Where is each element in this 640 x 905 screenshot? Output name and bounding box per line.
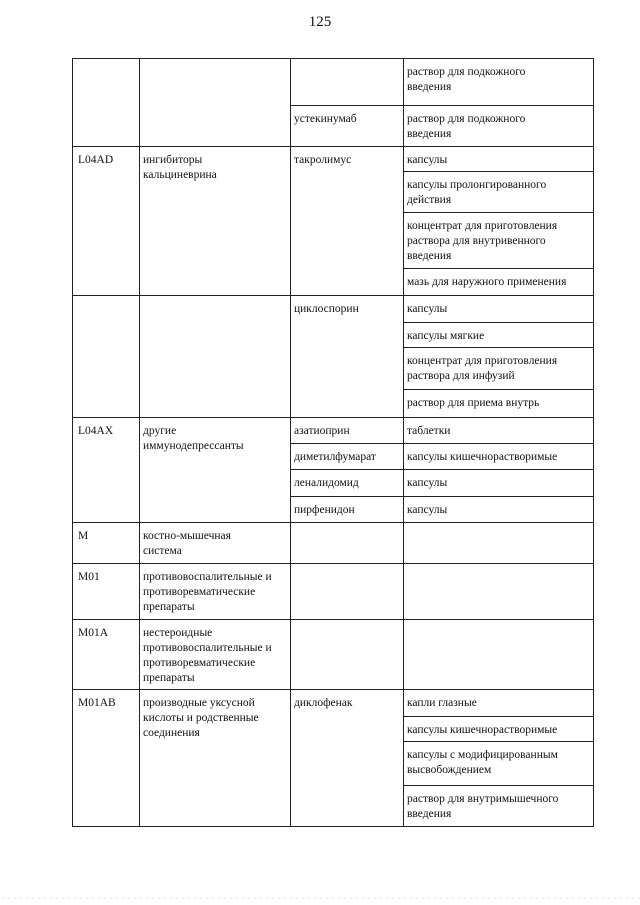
column-divider	[139, 58, 140, 827]
row-divider	[290, 105, 594, 106]
dosage-form: капсулы с модифицированным высвобождением	[407, 749, 558, 776]
drug-name: диклофенак	[294, 697, 353, 709]
row-divider	[403, 389, 594, 390]
dosage-form: концентрат для приготовления раствора для внутривенного введения	[407, 220, 558, 262]
row-divider	[403, 212, 594, 213]
dosage-form: раствор для подкожного введения	[407, 66, 526, 93]
dosage-form: раствор для внутримышечного введения	[407, 793, 559, 820]
drug-name: леналидомид	[294, 477, 359, 489]
row-divider	[72, 146, 594, 147]
row-divider	[72, 619, 594, 620]
drug-name: циклоспорин	[294, 303, 359, 315]
dosage-form: капли глазные	[407, 697, 477, 709]
atc-code: M	[78, 530, 89, 542]
row-divider	[72, 689, 594, 690]
row-divider	[403, 171, 594, 172]
anatomical-group: ингибиторы кальциневрина	[143, 154, 217, 181]
row-divider	[72, 417, 594, 418]
dosage-form: капсулы	[407, 504, 448, 516]
row-divider	[403, 268, 594, 269]
drug-name: диметилфумарат	[294, 451, 376, 463]
scan-edge-dots	[0, 897, 640, 899]
drug-name: азатиоприн	[294, 425, 350, 437]
dosage-form: мазь для наружного применения	[407, 276, 567, 288]
anatomical-group: производные уксусной кислоты и родственные соединения	[143, 697, 259, 739]
atc-code: M01A	[78, 627, 109, 639]
row-divider	[403, 785, 594, 786]
row-divider	[72, 295, 594, 296]
page-number: 125	[308, 14, 332, 30]
dosage-form: раствор для подкожного введения	[407, 113, 526, 140]
drug-name: пирфенидон	[294, 504, 355, 516]
dosage-form: капсулы кишечнорастворимые	[407, 451, 558, 463]
anatomical-group: другие иммунодепрессанты	[143, 425, 244, 452]
dosage-form: капсулы кишечнорастворимые	[407, 724, 558, 736]
atc-code: M01	[78, 571, 100, 583]
drug-name: такролимус	[294, 154, 352, 166]
atc-code: M01AB	[78, 697, 116, 709]
row-divider	[72, 522, 594, 523]
row-divider	[403, 741, 594, 742]
dosage-form: таблетки	[407, 425, 451, 437]
row-divider	[72, 563, 594, 564]
atc-code: L04AD	[78, 154, 114, 166]
row-divider	[403, 716, 594, 717]
row-divider	[290, 496, 594, 497]
dosage-form: раствор для приема внутрь	[407, 397, 540, 409]
anatomical-group: противовоспалительные и противоревматические препараты	[143, 571, 272, 613]
row-divider	[290, 469, 594, 470]
dosage-form: капсулы	[407, 303, 448, 315]
dosage-form: капсулы пролонгированного действия	[407, 179, 547, 206]
dosage-form: концентрат для приготовления раствора для инфузий	[407, 355, 558, 382]
anatomical-group: костно-мышечная система	[143, 530, 231, 557]
dosage-form: капсулы мягкие	[407, 330, 485, 342]
row-divider	[403, 322, 594, 323]
row-divider	[290, 443, 594, 444]
dosage-form: капсулы	[407, 477, 448, 489]
row-divider	[403, 347, 594, 348]
dosage-form: капсулы	[407, 154, 448, 166]
drug-name: устекинумаб	[294, 113, 357, 125]
anatomical-group: нестероидные противовоспалительные и противоревматические препараты	[143, 627, 272, 684]
atc-code: L04AX	[78, 425, 114, 437]
